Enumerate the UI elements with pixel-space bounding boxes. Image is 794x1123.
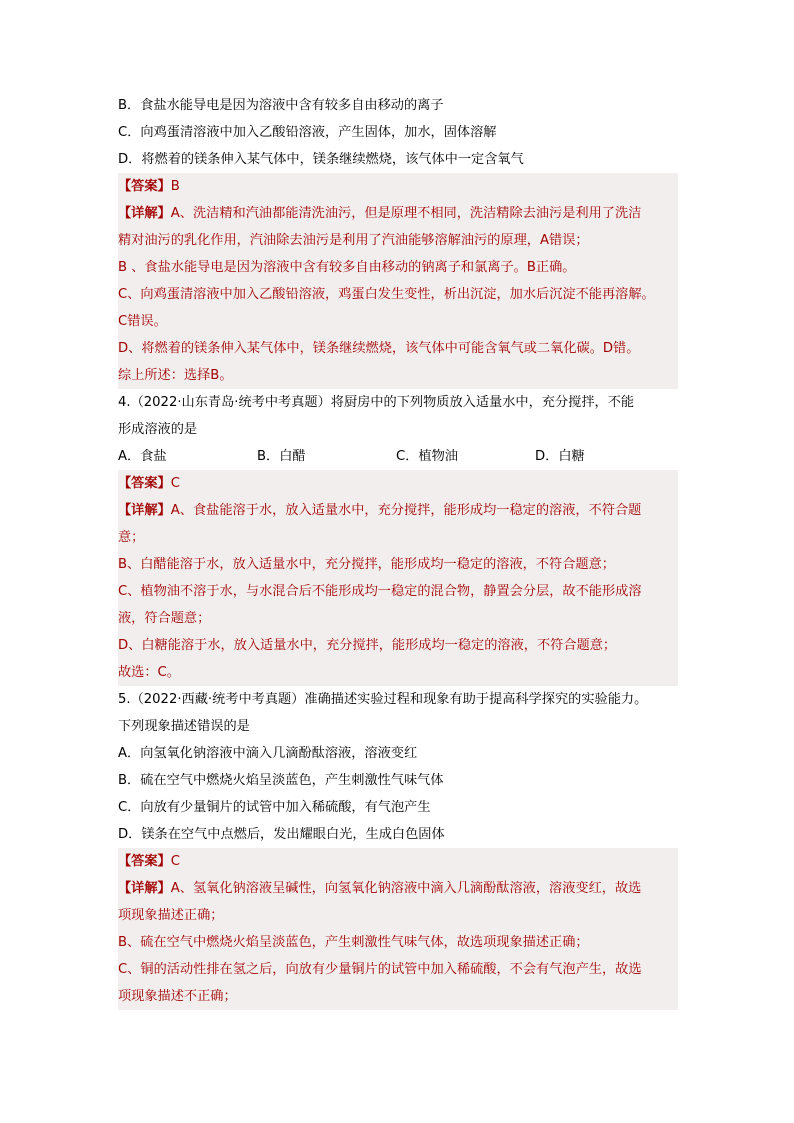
answer-text: 项现象描述不正确； xyxy=(118,989,237,1004)
answer-line xyxy=(118,875,678,902)
answer-text: A、氢氧化钠溶液呈碱性，向氢氧化钠溶液中滴入几滴酚酞溶液，溶液变红，故选 xyxy=(170,881,642,896)
answer-line xyxy=(118,929,678,956)
answer-text: A、洗洁精和汽油都能清洗油污，但是原理不相同，洗洁精除去油污是利用了洗洁 xyxy=(170,206,642,221)
question-line: A．向氢氧化钠溶液中滴入几滴酚酞溶液，溶液变红 xyxy=(118,746,418,761)
answer-line xyxy=(118,902,678,929)
answer-tag: 【答案】 xyxy=(118,854,171,869)
question-line: D．镁条在空气中点燃后，发出耀眼白光，生成白色固体 xyxy=(118,827,445,842)
answer-line xyxy=(118,227,678,254)
answer-line xyxy=(118,659,678,686)
answer-text: C xyxy=(170,476,180,491)
answer-line xyxy=(118,497,678,524)
question-line: C．向鸡蛋清溶液中加入乙酸铅溶液，产生固体，加水，固体溶解 xyxy=(118,125,497,140)
answer-line xyxy=(118,605,678,632)
answer-text: 精对油污的乳化作用，汽油除去油污是利用了汽油能够溶解油污的原理，A错误； xyxy=(118,233,589,248)
answer-text: D、将燃着的镁条伸入某气体中，镁条继续燃烧，该气体中可能含氧气或二氧化碳。D错。 xyxy=(118,341,640,356)
answer-line xyxy=(118,983,678,1010)
answer-text: 故选：C。 xyxy=(118,665,180,680)
answer-line xyxy=(118,632,678,659)
answer-tag: 【答案】 xyxy=(118,179,171,194)
answer-line xyxy=(118,578,678,605)
option: B．白醋 xyxy=(257,449,306,464)
question-line: 下列现象描述错误的是 xyxy=(118,719,250,734)
answer-tag: 【详解】 xyxy=(118,503,171,518)
answer-line xyxy=(118,470,678,497)
answer-text: 液，符合题意； xyxy=(118,611,211,626)
answer-text: A、食盐能溶于水，放入适量水中，充分搅拌，能形成均一稳定的溶液，不符合题 xyxy=(170,503,642,518)
answer-line xyxy=(118,281,678,308)
answer-text: C、铜的活动性排在氢之后，向放有少量铜片的试管中加入稀硫酸，不会有气泡产生，故选 xyxy=(118,962,642,977)
question-line: C．向放有少量铜片的试管中加入稀硫酸，有气泡产生 xyxy=(118,800,431,815)
question-line: 形成溶液的是 xyxy=(118,422,198,437)
answer-line xyxy=(118,956,678,983)
answer-text: B、硫在空气中燃烧火焰呈淡蓝色，产生刺激性气味气体，故选项现象描述正确； xyxy=(118,935,589,950)
answer-text: B、白醋能溶于水，放入适量水中，充分搅拌，能形成均一稳定的溶液，不符合题意； xyxy=(118,557,615,572)
answer-line xyxy=(118,848,678,875)
answer-tag: 【答案】 xyxy=(118,476,171,491)
answer-line xyxy=(118,308,678,335)
answer-line xyxy=(118,362,678,389)
answer-line xyxy=(118,173,678,200)
answer-text: 意； xyxy=(118,530,145,545)
answer-tag: 【详解】 xyxy=(118,881,171,896)
question-line: B．食盐水能导电是因为溶液中含有较多自由移动的离子 xyxy=(118,98,444,113)
question-line: 4.（2022·山东青岛·统考中考真题）将厨房中的下列物质放入适量水中，充分搅拌，不能 xyxy=(118,395,635,410)
question-line: B．硫在空气中燃烧火焰呈淡蓝色，产生刺激性气味气体 xyxy=(118,773,444,788)
option: A．食盐 xyxy=(118,449,167,464)
answer-text: B xyxy=(170,179,180,194)
answer-line xyxy=(118,335,678,362)
option: D．白糖 xyxy=(535,449,585,464)
answer-text: 项现象描述正确； xyxy=(118,908,224,923)
answer-text: C错误。 xyxy=(118,314,167,329)
answer-line xyxy=(118,524,678,551)
answer-tag: 【详解】 xyxy=(118,206,171,221)
document-page xyxy=(118,92,678,1010)
answer-text: C、向鸡蛋清溶液中加入乙酸铅溶液，鸡蛋白发生变性，析出沉淀，加水后沉淀不能再溶解。 xyxy=(118,287,655,302)
answer-text: 综上所述：选择B。 xyxy=(118,368,233,383)
question-line: 5.（2022·西藏·统考中考真题）准确描述实验过程和现象有助于提高科学探究的实验能力。 xyxy=(118,692,648,707)
answer-line xyxy=(118,200,678,227)
answer-line xyxy=(118,254,678,281)
answer-text: B 、食盐水能导电是因为溶液中含有较多自由移动的钠离子和氯离子。B正确。 xyxy=(118,260,576,275)
option: C．植物油 xyxy=(396,449,458,464)
question-line: D．将燃着的镁条伸入某气体中，镁条继续燃烧，该气体中一定含氧气 xyxy=(118,152,524,167)
answer-text: D、白糖能溶于水，放入适量水中，充分搅拌，能形成均一稳定的溶液，不符合题意； xyxy=(118,638,617,653)
answer-text: C xyxy=(170,854,180,869)
answer-options xyxy=(118,443,678,470)
answer-text: C、植物油不溶于水，与水混合后不能形成均一稳定的混合物，静置会分层，故不能形成溶 xyxy=(118,584,642,599)
answer-line xyxy=(118,551,678,578)
